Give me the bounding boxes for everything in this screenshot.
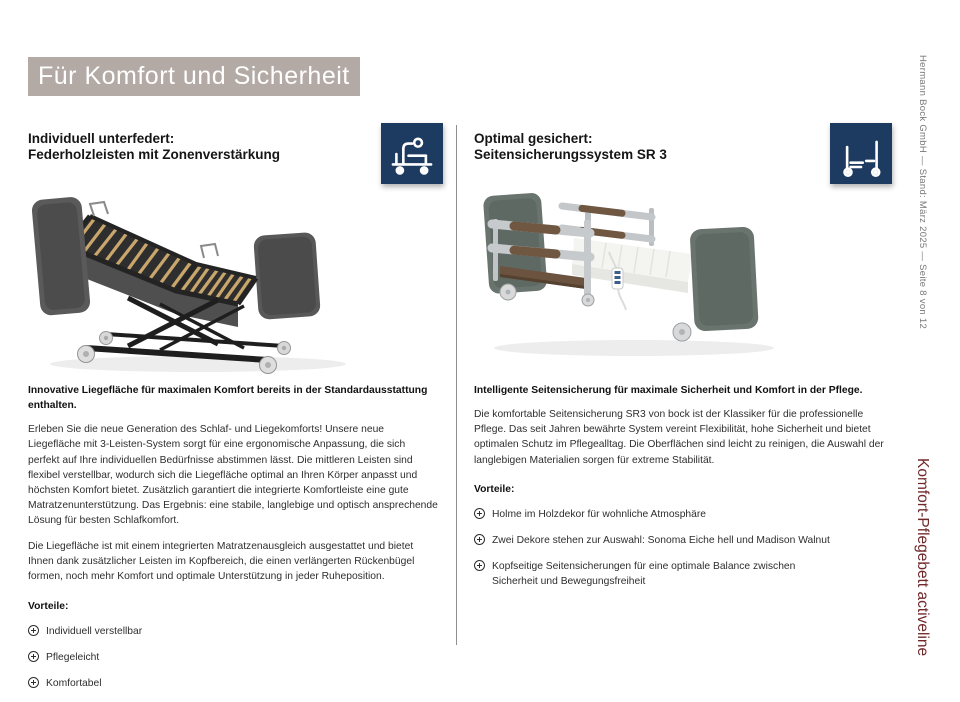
left-heading-line1: Individuell unterfedert: bbox=[28, 131, 175, 146]
siderail-bed-photo bbox=[474, 186, 804, 383]
right-heading-line1: Optimal gesichert: bbox=[474, 131, 593, 146]
right-heading-line2: Seitensicherungssystem SR 3 bbox=[474, 147, 667, 163]
list-item bbox=[28, 624, 438, 639]
list-item bbox=[28, 676, 438, 691]
plus-circle-icon bbox=[28, 651, 39, 662]
benefit-text: Zwei Dekore stehen zur Auswahl: Sonoma Eiche hell und Madison Walnut bbox=[492, 534, 830, 546]
column-divider bbox=[456, 125, 457, 645]
benefit-text: Pflegeleicht bbox=[46, 651, 100, 663]
document-meta: Hermann Bock GmbH — Stand: März 2025 — Seite 8 von 12 bbox=[917, 55, 928, 330]
list-item bbox=[474, 507, 888, 522]
plus-circle-icon bbox=[474, 534, 485, 545]
right-section-heading bbox=[474, 131, 667, 163]
right-text-column bbox=[474, 383, 888, 600]
list-item bbox=[474, 559, 888, 589]
list-item bbox=[474, 533, 888, 548]
benefit-text: Holme im Holzdekor für wohnliche Atmosphäre bbox=[492, 508, 707, 520]
plus-circle-icon bbox=[474, 508, 485, 519]
plus-circle-icon bbox=[474, 560, 485, 571]
left-text-column bbox=[28, 383, 438, 702]
slatted-bed-photo bbox=[28, 186, 364, 383]
plus-circle-icon bbox=[28, 625, 39, 636]
right-benefits-label: Vorteile: bbox=[474, 483, 515, 495]
product-name: Komfort-Pflegebett activeline bbox=[914, 458, 931, 657]
benefit-text: Komfortabel bbox=[46, 677, 102, 689]
plus-circle-icon bbox=[28, 677, 39, 688]
left-paragraph-2: Die Liegefläche ist mit einem integrierten Matratzenausgleich ausgestattet und bietet Ihnen dank zusätzlicher Leisten im Kopfbereich, die einen verlängerten Rückenbügel formen, noch mehr Komfort und optimale Unterstützung in jeder Ruheposition. bbox=[28, 541, 415, 583]
left-benefits-label: Vorteile: bbox=[28, 600, 69, 612]
footboard bbox=[690, 226, 759, 331]
left-paragraph-1: Erleben Sie die neue Generation des Schlaf- und Liegekomforts! Unsere neue Liegefläche mit 3-Leisten-System sorgt für eine ergonomische Anpassung, die sich perfekt auf Ihre individuellen Bedürfnisse abstimmen lässt. Die mittleren Leisten sind flexibel verstellbar, wodurch sich die Liegefläche optimal an Ihren Körper anpasst und höchsten Komfort bietet. Zusätzlich garantiert die integrierte Komfortleiste eine gute Matratzenunterstützung. Das Ergebnis: eine stabile, langlebige und optisch ansprechende Lösung für besten Schlafkomfort. bbox=[28, 424, 438, 526]
list-item bbox=[28, 650, 438, 665]
bed-siderail-icon bbox=[830, 123, 892, 184]
left-intro: Innovative Liegefläche für maximalen Komfort bereits in der Standardausstattung enthalten. bbox=[28, 385, 428, 412]
benefit-text: Kopfseitige Seitensicherungen für eine optimale Balance zwischen Sicherheit und Bewegungsfreiheit bbox=[492, 561, 796, 588]
bed-backrest-adjust-icon bbox=[381, 123, 443, 184]
left-heading-line2: Federholzleisten mit Zonenverstärkung bbox=[28, 147, 281, 163]
right-paragraph-1: Die komfortable Seitensicherung SR3 von bock ist der Klassiker für die professionelle Pflege. Das seit Jahren bewährte System vereint Flexibilität, hohe Sicherheit und bietet optimalen Schutz im Pflegealltag. Die Oberflächen sind leicht zu reinigen, die Auswahl der langlebigen Materialien sorgen für extreme Stabilität. bbox=[474, 409, 884, 466]
right-intro: Intelligente Seitensicherung für maximale Sicherheit und Komfort in der Pflege. bbox=[474, 385, 863, 396]
headboard bbox=[31, 196, 91, 316]
benefit-text: Individuell verstellbar bbox=[46, 625, 143, 637]
footboard bbox=[253, 232, 321, 320]
page-title: Für Komfort und Sicherheit bbox=[28, 57, 360, 96]
left-section-heading bbox=[28, 131, 280, 163]
